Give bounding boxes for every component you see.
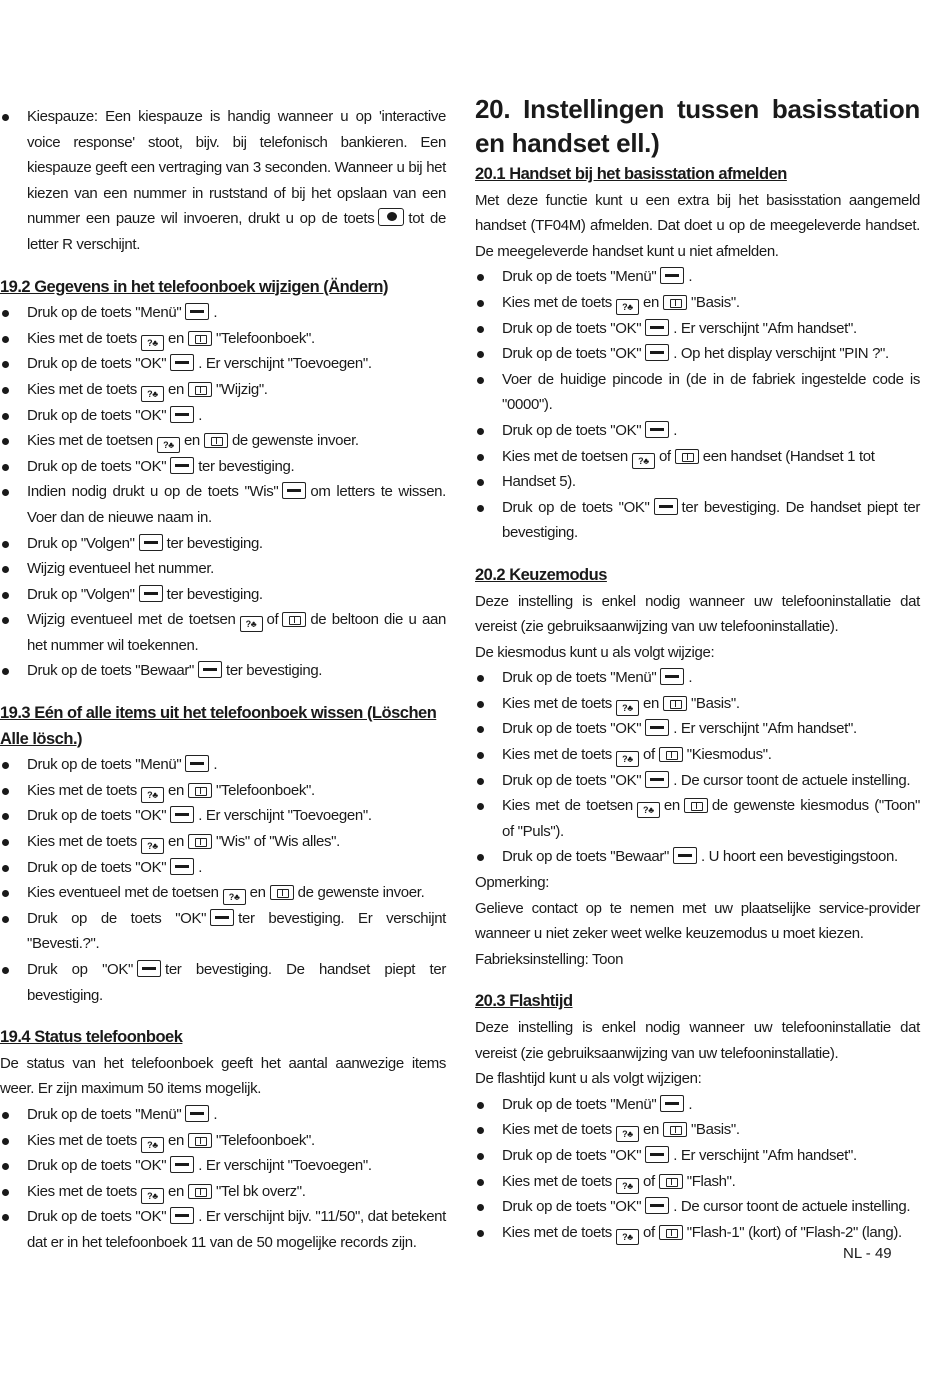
phonebook-key-icon [659, 747, 683, 762]
bullet-icon [2, 1112, 9, 1119]
bullet-icon [2, 916, 9, 923]
section-title-20-2: 20.2 Keuzemodus [475, 565, 607, 584]
bullet-icon [2, 438, 9, 445]
list-item: Druk op de toets "OK" . De cursor toont de actuele instelling. [475, 1194, 920, 1220]
list-item: Druk op de toets "OK" . De cursor toont de actuele instelling. [475, 768, 920, 794]
section-title-20-1: 20.1 Handset bij het basisstation afmelden [475, 165, 787, 183]
list-item: Druk op de toets "OK" . [475, 418, 920, 444]
paragraph: Gelieve contact op te nemen met uw plaatselijke service-provider wanneer u niet zeker weet welke keuzemodus u moet kiezen. [475, 899, 920, 943]
bullet-icon [2, 788, 9, 795]
list-item: Druk op de toets "Menü" . [0, 752, 446, 778]
soft-key-icon [645, 771, 669, 788]
r-key-icon [378, 208, 404, 226]
list-item: Kies met de toetsen ?♣ en de gewenste kiesmodus ("Toon" of "Puls"). [475, 793, 920, 844]
bullet-icon [2, 813, 9, 820]
bullet-icon [2, 967, 9, 974]
phonebook-key-icon [659, 1174, 683, 1189]
list-item: Druk op de toets "OK" ter bevestiging. De handset piept ter bevestiging. [475, 495, 920, 546]
soft-key-icon [185, 1105, 209, 1122]
list-item: Voer de huidige pincode in (de in de fabriek ingestelde code is "0000"). [475, 367, 920, 418]
soft-key-icon [170, 457, 194, 474]
list-item: Druk op de toets "OK" . [0, 855, 446, 881]
list-item: Kies met de toets ?♣ en "Telefoonboek". [0, 1128, 446, 1154]
phonebook-key-icon [204, 433, 228, 448]
phonebook-key-icon [663, 696, 687, 711]
section-title-19-4: 19.4 Status telefoonboek [0, 1028, 183, 1047]
bullet-icon [2, 464, 9, 471]
bullet-icon [477, 351, 484, 358]
left-column [0, 104, 446, 1256]
bullet-icon [477, 428, 484, 435]
nav-key-icon: ?♣ [616, 1126, 639, 1142]
list-item: Kies met de toets ?♣ en "Wis" of "Wis alles". [0, 829, 446, 855]
nav-key-icon: ?♣ [616, 1178, 639, 1194]
phonebook-key-icon [684, 798, 708, 813]
bullet-icon [477, 726, 484, 733]
bullet-icon [2, 1214, 9, 1221]
list-item: Kies met de toetsen ?♣ of een handset (Handset 1 tot [475, 444, 920, 470]
bullet-icon [2, 1163, 9, 1170]
list-item: Druk op de toets "OK" ter bevestiging. [0, 454, 446, 480]
soft-key-icon [185, 755, 209, 772]
list-item: Kiespauze: Een kiespauze is handig wanneer u op 'interactive voice response' stoot, bijv. bij telefonisch bankieren. Een kiespauze geeft een vertraging van 3 seconden. Wanneer u bij het kiezen van een nummer in ruststand of bij het opslaan van een nummer een pauze wil invoeren, drukt u op de toets tot de letter R verschijnt. [0, 104, 446, 258]
list-item: Wijzig eventueel het nummer. [0, 556, 446, 582]
list-item: Druk op de toets "OK" . [0, 403, 446, 429]
bullet-icon [2, 865, 9, 872]
list-item: Kies met de toets ?♣ en "Telefoonboek". [0, 326, 446, 352]
list-item: Druk op de toets "OK" . Er verschijnt "Toevoegen". [0, 803, 446, 829]
soft-key-icon [660, 668, 684, 685]
list-item: Kies met de toetsen ?♣ en de gewenste invoer. [0, 428, 446, 454]
bullet-icon [2, 413, 9, 420]
soft-key-icon [282, 482, 306, 499]
bullet-icon [2, 890, 9, 897]
list-item: Kies met de toets ?♣ en "Wijzig". [0, 377, 446, 403]
list-item: Druk op de toets "Bewaar" ter bevestiging. [0, 658, 446, 684]
factory-setting: Fabrieksinstelling: Toon [475, 950, 624, 968]
list-item: Kies met de toets ?♣ en "Telefoonboek". [0, 778, 446, 804]
bullet-icon [477, 1102, 484, 1109]
bullet-icon [477, 675, 484, 682]
phonebook-key-icon [188, 1133, 212, 1148]
soft-key-icon [654, 498, 678, 515]
bullet-icon [2, 1138, 9, 1145]
list-item: Druk op de toets "OK" . Er verschijnt "Toevoegen". [0, 1153, 446, 1179]
bullet-icon [2, 387, 9, 394]
soft-key-icon [660, 1095, 684, 1112]
phonebook-key-icon [270, 885, 294, 900]
soft-key-icon [645, 344, 669, 361]
phonebook-key-icon [188, 834, 212, 849]
bullet-icon [2, 668, 9, 675]
bullet-icon [477, 854, 484, 861]
soft-key-icon [645, 1197, 669, 1214]
bullet-icon [477, 1127, 484, 1134]
soft-key-icon [139, 585, 163, 602]
list-item: Kies met de toets ?♣ en "Basis". [475, 691, 920, 717]
soft-key-icon [645, 719, 669, 736]
list-item: Kies met de toets ?♣ en "Tel bk overz". [0, 1179, 446, 1205]
soft-key-icon [170, 406, 194, 423]
list-item: Handset 5). [475, 469, 920, 495]
phonebook-key-icon [659, 1225, 683, 1240]
nav-key-icon: ?♣ [616, 700, 639, 716]
bullet-icon [477, 326, 484, 333]
bullet-icon [477, 1179, 484, 1186]
note-label: Opmerking: [475, 874, 550, 892]
bullet-icon [477, 479, 484, 486]
bullet-icon [2, 1189, 9, 1196]
phonebook-key-icon [675, 449, 699, 464]
bullet-icon [2, 114, 9, 121]
nav-key-icon: ?♣ [141, 838, 164, 854]
phonebook-key-icon [188, 783, 212, 798]
soft-key-icon [645, 421, 669, 438]
soft-key-icon [139, 534, 163, 551]
nav-key-icon: ?♣ [240, 616, 263, 632]
bullet-icon [2, 617, 9, 624]
list-item: Druk op de toets "Menü" . [475, 1092, 920, 1118]
nav-key-icon: ?♣ [157, 437, 180, 453]
bullet-icon [2, 762, 9, 769]
list-item: Druk op de toets "OK" . Er verschijnt "Afm handset". [475, 316, 920, 342]
list-item: Kies met de toets ?♣ of "Flash-1" (kort) of "Flash-2" (lang). [475, 1220, 920, 1246]
soft-key-icon [137, 960, 161, 977]
soft-key-icon [198, 661, 222, 678]
nav-key-icon: ?♣ [141, 787, 164, 803]
nav-key-icon: ?♣ [141, 1137, 164, 1153]
list-item: Indien nodig drukt u op de toets "Wis" om letters te wissen. Voer dan de nieuwe naam in. [0, 479, 446, 530]
list-item: Kies eventueel met de toetsen ?♣ en de gewenste invoer. [0, 880, 446, 906]
bullet-icon [2, 310, 9, 317]
phonebook-key-icon [188, 382, 212, 397]
bullet-icon [477, 1204, 484, 1211]
soft-key-icon [185, 303, 209, 320]
bullet-icon [477, 701, 484, 708]
soft-key-icon [645, 1146, 669, 1163]
phonebook-key-icon [663, 1122, 687, 1137]
section-title-19-2: 19.2 Gegevens in het telefoonboek wijzigen (Ändern) [0, 277, 388, 296]
section-title-19-3: 19.3 Eén of alle items uit het telefoonboek wissen (Löschen Alle lösch.) [0, 704, 437, 748]
paragraph: De status van het telefoonboek geeft het aantal aanwezige items weer. Er zijn maximum 50 items mogelijk. [0, 1054, 446, 1098]
paragraph: Deze instelling is enkel nodig wanneer uw telefooninstallatie dat vereist (zie gebruiksaanwijzing van uw telefooninstallatie). [475, 592, 920, 636]
soft-key-icon [170, 1156, 194, 1173]
soft-key-icon [660, 267, 684, 284]
bullet-icon [2, 541, 9, 548]
phonebook-key-icon [282, 612, 306, 627]
chapter-title: 20. Instellingen tussen basisstation en handset ell.) [475, 94, 920, 158]
soft-key-icon [170, 806, 194, 823]
list-item: Druk op de toets "OK" . Er verschijnt "Afm handset". [475, 1143, 920, 1169]
list-item: Kies met de toets ?♣ en "Basis". [475, 1117, 920, 1143]
nav-key-icon: ?♣ [632, 453, 655, 469]
bullet-icon [477, 1230, 484, 1237]
bullet-icon [477, 1153, 484, 1160]
phonebook-key-icon [663, 295, 687, 310]
bullet-icon [477, 377, 484, 384]
list-item: Druk op de toets "OK" . Er verschijnt "Afm handset". [475, 716, 920, 742]
bullet-icon [477, 274, 484, 281]
nav-key-icon: ?♣ [141, 386, 164, 402]
list-item: Wijzig eventueel met de toetsen ?♣ of de beltoon die u aan het nummer wil toekennen. [0, 607, 446, 658]
nav-key-icon: ?♣ [616, 299, 639, 315]
list-item: Druk op de toets "Menü" . [475, 665, 920, 691]
soft-key-icon [645, 319, 669, 336]
soft-key-icon [673, 847, 697, 864]
bullet-icon [2, 592, 9, 599]
list-item: Druk op "Volgen" ter bevestiging. [0, 531, 446, 557]
bullet-icon [477, 803, 484, 810]
phonebook-key-icon [188, 1184, 212, 1199]
list-item: Druk op de toets "OK" . Op het display verschijnt "PIN ?". [475, 341, 920, 367]
paragraph: Deze instelling is enkel nodig wanneer uw telefooninstallatie dat vereist (zie gebruiksaanwijzing van uw telefooninstallatie). [475, 1019, 920, 1062]
paragraph: De flashtijd kunt u als volgt wijzigen: [475, 1070, 702, 1088]
bullet-icon [2, 336, 9, 343]
soft-key-icon [170, 858, 194, 875]
section-title-20-3: 20.3 Flashtijd [475, 992, 573, 1011]
nav-key-icon: ?♣ [141, 1188, 164, 1204]
nav-key-icon: ?♣ [637, 802, 660, 818]
nav-key-icon: ?♣ [223, 889, 246, 905]
soft-key-icon [170, 354, 194, 371]
list-item: Druk op de toets "OK" ter bevestiging. Er verschijnt "Bevesti.?". [0, 906, 446, 957]
bullet-icon [477, 505, 484, 512]
bullet-icon [2, 839, 9, 846]
list-item: Druk op de toets "OK" . Er verschijnt "Toevoegen". [0, 351, 446, 377]
soft-key-icon [170, 1207, 194, 1224]
bullet-icon [477, 300, 484, 307]
nav-key-icon: ?♣ [141, 335, 164, 351]
bullet-icon [2, 361, 9, 368]
list-item: Druk op "Volgen" ter bevestiging. [0, 582, 446, 608]
list-item: Kies met de toets ?♣ of "Kiesmodus". [475, 742, 920, 768]
nav-key-icon: ?♣ [616, 1229, 639, 1245]
list-item: Kies met de toets ?♣ of "Flash". [475, 1169, 920, 1195]
bullet-icon [2, 489, 9, 496]
page-number: NL - 49 [843, 1245, 892, 1262]
right-column [475, 94, 920, 1245]
list-item: Kies met de toets ?♣ en "Basis". [475, 290, 920, 316]
bullet-icon [477, 778, 484, 785]
list-item: Druk op de toets "Menü" . [475, 264, 920, 290]
phonebook-key-icon [188, 331, 212, 346]
bullet-icon [477, 752, 484, 759]
list-item: Druk op "OK" ter bevestiging. De handset piept ter bevestiging. [0, 957, 446, 1008]
nav-key-icon: ?♣ [616, 751, 639, 767]
bullet-icon [2, 566, 9, 573]
bullet-icon [477, 454, 484, 461]
paragraph: De kiesmodus kunt u als volgt wijzige: [475, 643, 715, 661]
soft-key-icon [210, 909, 234, 926]
list-item: Druk op de toets "Bewaar" . U hoort een bevestigingstoon. [475, 844, 920, 870]
list-item: Druk op de toets "Menü" . [0, 1102, 446, 1128]
list-item: Druk op de toets "OK" . Er verschijnt bijv. "11/50", dat betekent dat er in het telefoonboek 11 van de 50 mogelijke records zijn. [0, 1204, 446, 1255]
paragraph: Met deze functie kunt u een extra bij het basisstation aangemeld handset (TF04M) afmelden. Dat doet u op de meegeleverde handset. De meegeleverde handset kunt u niet afmelden. [475, 191, 920, 260]
list-item: Druk op de toets "Menü" . [0, 300, 446, 326]
